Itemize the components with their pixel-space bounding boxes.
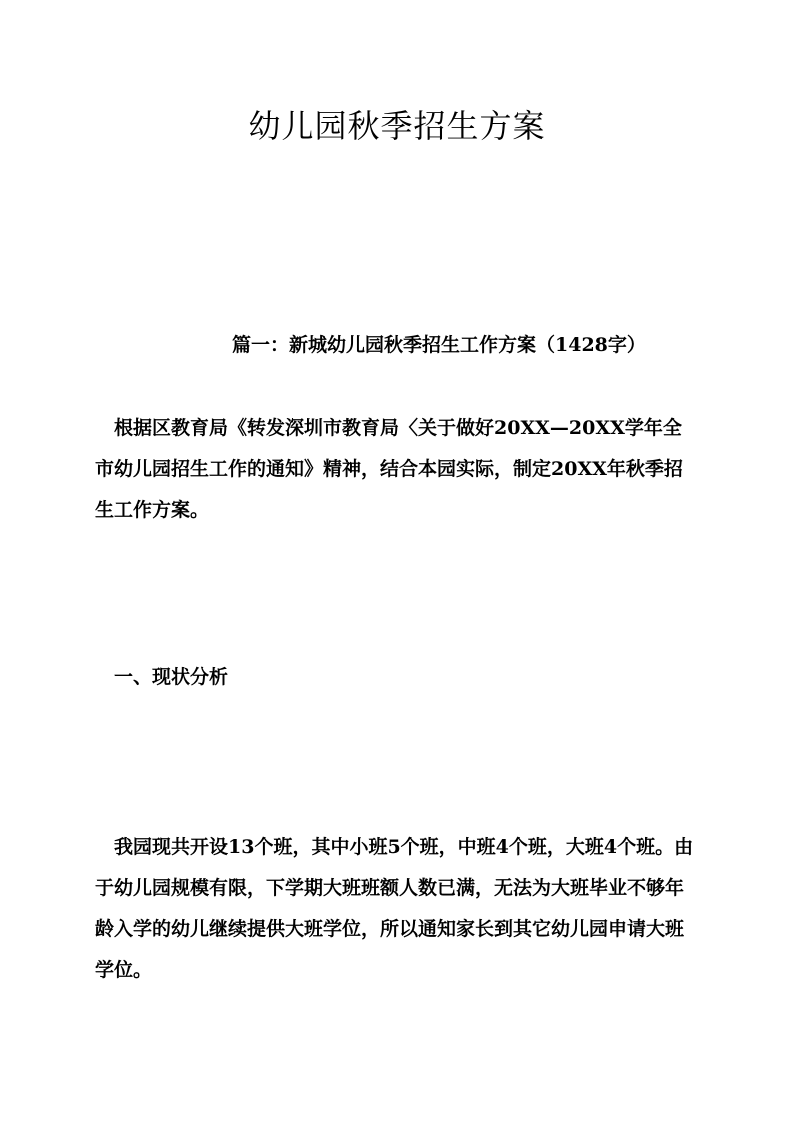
heading-status-analysis: 一、现状分析 bbox=[114, 666, 229, 688]
document-title: 幼儿园秋季招生方案 bbox=[248, 107, 546, 145]
intro-paragraph: 根据区教育局《转发深圳市教育局〈关于做好20XX—20XX学年全市幼儿园招生工作的通知》精神，结合本园实际，制定20XX年秋季招生工作方案。 bbox=[95, 417, 683, 521]
section-title: 篇一：新城幼儿园秋季招生工作方案（1428字） bbox=[232, 334, 646, 356]
status-analysis-paragraph: 我园现共开设13个班，其中小班5个班，中班4个班，大班4个班。由于幼儿园规模有限，下学期大班班额人数已满，无法为大班毕业不够年龄入学的幼儿继续提供大班学位，所以通知家长到其它幼儿园申请大班学位。 bbox=[95, 836, 694, 981]
